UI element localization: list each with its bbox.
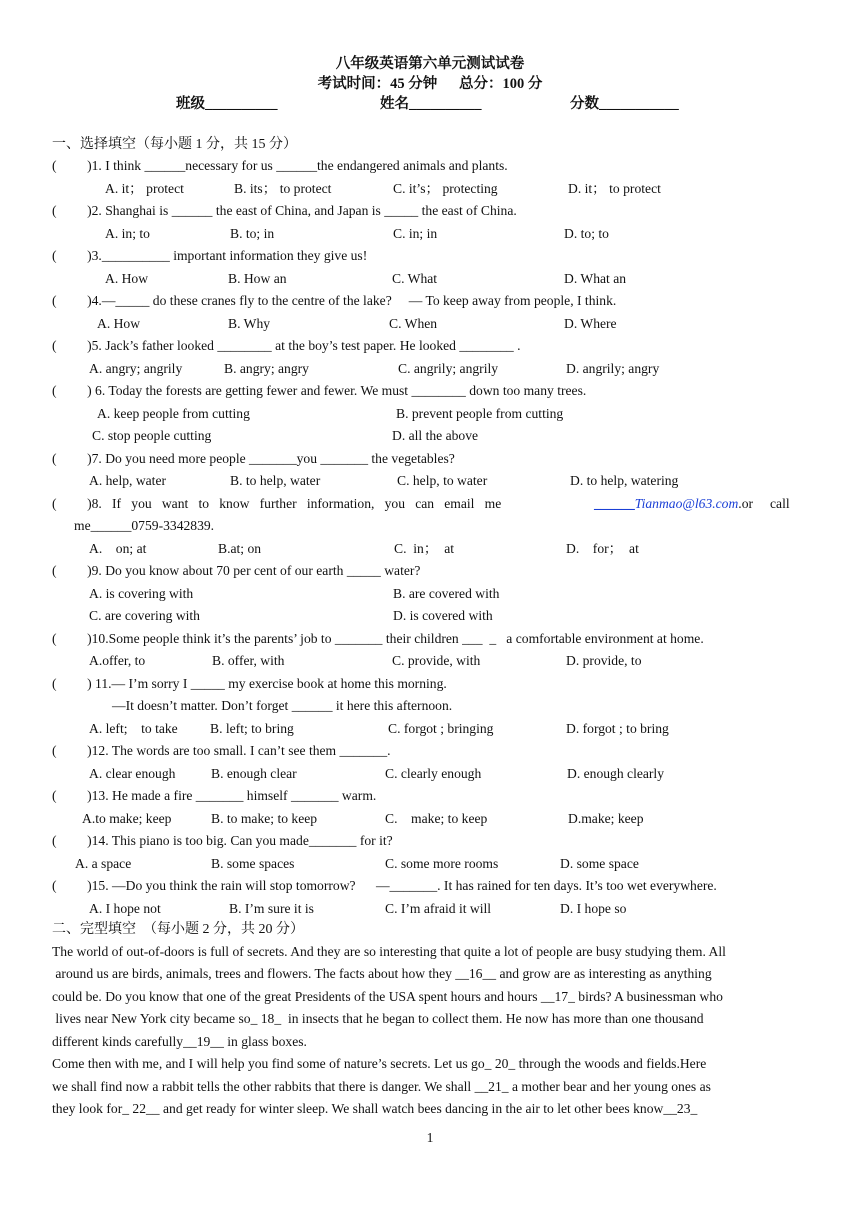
passage-line: The world of out-of-doors is full of secrets. And they are so interesting that quite a lot of people are busy studying them. All: [52, 944, 726, 959]
option-d: D. provide, to: [566, 653, 642, 668]
option-d: D. to; to: [564, 226, 609, 241]
question-14: ( )14. This piano is too big. Can you made_______ for it?: [52, 833, 393, 848]
option-a: A. left; to take: [89, 721, 178, 736]
option-b: B. some spaces: [211, 856, 295, 871]
option-c: C. some more rooms: [385, 856, 499, 871]
option-c: C. stop people cutting: [92, 428, 212, 443]
option-d: D. angrily; angry: [566, 361, 660, 376]
option-c: C. make; to keep: [385, 811, 488, 826]
question-11: ( ) 11.— I’m sorry I _____ my exercise book at home this morning.: [52, 676, 447, 691]
option-c: C. forgot ; bringing: [388, 721, 494, 736]
option-a: A. help, water: [89, 473, 167, 488]
option-b: B. I’m sure it is: [229, 901, 314, 916]
option-d: D. for； at: [566, 541, 639, 556]
option-d: D. Where: [564, 316, 617, 331]
question-15: ( )15. —Do you think the rain will stop tomorrow? —_______. It has rained for ten days. It’s too wet everywhere.: [52, 878, 717, 893]
question-8: ( )8. If you want to know further information, you can email me: [52, 496, 502, 511]
name-field: 姓名__________: [380, 96, 482, 112]
option-c: C. provide, with: [392, 653, 481, 668]
option-d: D. it； to protect: [568, 181, 661, 196]
question-9: ( )9. Do you know about 70 per cent of our earth _____ water?: [52, 563, 421, 578]
option-a: A. it； protect: [105, 181, 184, 196]
option-c: C. help, to water: [397, 473, 488, 488]
option-a: A.offer, to: [89, 653, 146, 668]
option-c: C. angrily; angrily: [398, 361, 499, 376]
score-field: 分数___________: [570, 96, 679, 112]
option-c: C. clearly enough: [385, 766, 482, 781]
option-a: A. in; to: [105, 226, 150, 241]
option-a: A. keep people from cutting: [97, 406, 250, 421]
class-field: 班级__________: [176, 96, 278, 112]
option-b: B.at; on: [218, 541, 262, 556]
option-b: B. left; to bring: [210, 721, 294, 736]
option-b: B. angry; angry: [224, 361, 309, 376]
passage-line: around us are birds, animals, trees and flowers. The facts about how they __16__ and grow are as interesting as anything: [52, 966, 712, 981]
option-a: A.to make; keep: [82, 811, 172, 826]
option-d: D. I hope so: [560, 901, 627, 916]
option-b: B. its； to protect: [234, 181, 332, 196]
option-b: B. to; in: [230, 226, 275, 241]
option-d: D. enough clearly: [567, 766, 665, 781]
passage-line: different kinds carefully__19__ in glass boxes.: [52, 1034, 307, 1049]
option-b: B. How an: [228, 271, 287, 286]
exam-subtitle: 考试时间：45 分钟 总分：100 分: [317, 76, 543, 92]
passage-line: lives near New York city became so_ 18_ in insects that he began to collect them. He now has more than one thousand: [52, 1011, 704, 1026]
option-a: A. I hope not: [89, 901, 161, 916]
blank: ______: [594, 496, 635, 511]
option-a: A. clear enough: [89, 766, 176, 781]
question-2: ( )2. Shanghai is ______ the east of China, and Japan is _____ the east of China.: [52, 203, 517, 218]
question-13: ( )13. He made a fire _______ himself _______ warm.: [52, 788, 377, 803]
option-b: B. Why: [228, 316, 271, 331]
option-c: C. it’s； protecting: [393, 181, 498, 196]
question-6: ( ) 6. Today the forests are getting fewer and fewer. We must ________ down too many trees.: [52, 383, 587, 398]
passage-line: could be. Do you know that one of the great Presidents of the USA spent hours and hours __17_ birds? A businessman who: [52, 989, 723, 1004]
option-b: B. to help, water: [230, 473, 321, 488]
question-5: ( )5. Jack’s father looked ________ at the boy’s test paper. He looked ________ .: [52, 338, 521, 353]
option-d: D. to help, watering: [570, 473, 679, 488]
option-a: A. a space: [75, 856, 132, 871]
section1-heading: 一、选择填空（每小题 1 分，共 15 分）: [52, 137, 297, 152]
option-a: A. How: [97, 316, 141, 331]
option-a: A. on; at: [89, 541, 147, 556]
question-7: ( )7. Do you need more people _______you _______ the vegetables?: [52, 451, 455, 466]
section2-heading: 二、完型填空 （每小题 2 分，共 20 分）: [52, 922, 304, 937]
option-c: C. What: [392, 271, 438, 286]
option-b: B. prevent people from cutting: [396, 406, 564, 421]
page-number: 1: [426, 1130, 434, 1145]
question-12: ( )12. The words are too small. I can’t see them _______.: [52, 743, 391, 758]
option-a: A. How: [105, 271, 149, 286]
question-11-reply: —It doesn’t matter. Don’t forget ______ it here this afternoon.: [112, 698, 453, 713]
question-8-link-line: [594, 496, 790, 512]
option-d: D.make; keep: [568, 811, 644, 826]
passage-line: we shall find now a rabbit tells the other rabbits that there is danger. We shall __21_ a mother bear and her young ones as: [52, 1079, 711, 1094]
question-8-tail: .or call: [738, 496, 790, 511]
passage-line: they look for_ 22__ and get ready for winter sleep. We shall watch bees dancing in the air to let other bees know__23_: [52, 1101, 698, 1116]
option-b: B. to make; to keep: [211, 811, 318, 826]
option-c: C. When: [389, 316, 438, 331]
option-c: C. in; in: [393, 226, 438, 241]
question-10: ( )10.Some people think it’s the parents’ job to _______ their children ___ _ a comfortable environment at home.: [52, 631, 704, 646]
question-1: ( )1. I think ______necessary for us ______the endangered animals and plants.: [52, 158, 508, 173]
option-d: D. What an: [564, 271, 627, 286]
option-a: A. is covering with: [89, 586, 194, 601]
exam-title: 八年级英语第六单元测试试卷: [335, 56, 525, 72]
option-c: C. are covering with: [89, 608, 200, 623]
email-link[interactable]: Tianmao@l63.com: [634, 496, 739, 511]
question-3: ( )3.__________ important information they give us!: [52, 248, 368, 263]
option-d: D. some space: [560, 856, 639, 871]
option-a: A. angry; angrily: [89, 361, 183, 376]
option-c: C. I’m afraid it will: [385, 901, 492, 916]
question-4: ( )4.—_____ do these cranes fly to the centre of the lake? — To keep away from people, I think.: [52, 293, 617, 308]
option-d: D. is covered with: [393, 608, 493, 623]
passage-line: Come then with me, and I will help you find some of nature’s secrets. Let us go_ 20_ through the woods and fields.Here: [52, 1056, 707, 1071]
question-8-continued: me______0759-3342839.: [74, 518, 215, 533]
option-d: D. all the above: [392, 428, 479, 443]
option-d: D. forgot ; to bring: [566, 721, 669, 736]
option-b: B. offer, with: [212, 653, 285, 668]
option-b: B. are covered with: [393, 586, 500, 601]
option-b: B. enough clear: [211, 766, 297, 781]
option-c: C. in； at: [394, 541, 455, 556]
